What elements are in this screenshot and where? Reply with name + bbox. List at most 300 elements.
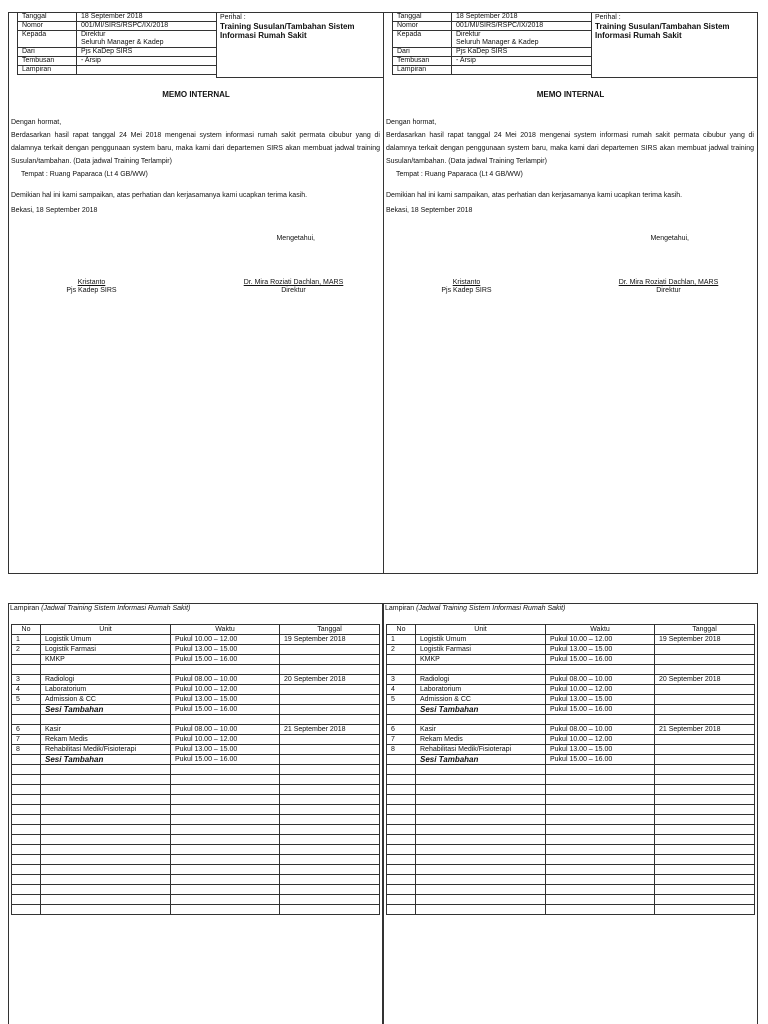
empty-row xyxy=(12,845,380,855)
empty-cell xyxy=(416,825,546,835)
closing: Demikian hal ini kami sampaikan, atas perhatian dan kerjasamanya kami ucapkan terima kasih. xyxy=(11,192,308,199)
empty-row xyxy=(12,825,380,835)
schedule-cell: 19 September 2018 xyxy=(280,635,380,645)
schedule-cell xyxy=(41,665,171,675)
schedule-cell: 3 xyxy=(387,675,416,685)
empty-cell xyxy=(387,875,416,885)
memo-body xyxy=(11,116,380,217)
main-paragraph: Berdasarkan hasil rapat tanggal 24 Mei 2018 mengenai system informasi rumah sakit permata cibubur yang di dalamnya terkait dengan penggunaan system baru, maka kami dari departemen SIRS akan membuat jadwal training Susulan/tambahan. (Data jadwal Training Terlampir) xyxy=(11,132,380,165)
sig-right-name: Dr. Mira Roziati Dachlan, MARS xyxy=(618,279,719,286)
empty-row xyxy=(387,835,755,845)
empty-cell xyxy=(41,845,171,855)
schedule-cell: Pukul 10.00 – 12.00 xyxy=(171,685,280,695)
schedule-row xyxy=(387,705,755,715)
schedule-cell: Pukul 13.00 – 15.00 xyxy=(546,745,655,755)
empty-cell xyxy=(280,775,380,785)
schedule-cell: 8 xyxy=(12,745,41,755)
schedule-cell: Admission & CC xyxy=(41,695,171,705)
empty-row xyxy=(387,855,755,865)
empty-cell xyxy=(387,905,416,915)
empty-cell xyxy=(41,775,171,785)
empty-cell xyxy=(655,875,755,885)
empty-cell xyxy=(171,805,280,815)
schedule-cell: Logistik Umum xyxy=(41,635,171,645)
schedule-row xyxy=(387,715,755,725)
empty-cell xyxy=(416,875,546,885)
empty-row xyxy=(387,815,755,825)
header-row xyxy=(393,66,592,75)
header-row xyxy=(18,22,217,31)
header-key: Tembusan xyxy=(393,57,452,66)
schedule-cell: Logistik Umum xyxy=(416,635,546,645)
sig-right-title: Direktur xyxy=(281,287,306,294)
empty-cell xyxy=(280,875,380,885)
header-row xyxy=(393,31,592,48)
schedule-cell xyxy=(416,665,546,675)
schedule-row xyxy=(387,735,755,745)
memo-page-right xyxy=(383,12,758,574)
empty-cell xyxy=(280,785,380,795)
schedule-cell xyxy=(546,715,655,725)
empty-cell xyxy=(280,885,380,895)
schedule-cell xyxy=(171,665,280,675)
lampiran-caption-italic: (Jadwal Training Sistem Informasi Rumah Sakit) xyxy=(416,605,566,612)
empty-cell xyxy=(171,875,280,885)
lampiran-caption-italic: (Jadwal Training Sistem Informasi Rumah Sakit) xyxy=(41,605,191,612)
empty-cell xyxy=(280,765,380,775)
schedule-cell: Laboratorium xyxy=(41,685,171,695)
schedule-row xyxy=(387,745,755,755)
empty-cell xyxy=(387,775,416,785)
schedule-row xyxy=(387,645,755,655)
empty-cell xyxy=(546,805,655,815)
schedule-row xyxy=(12,675,380,685)
schedule-row xyxy=(12,645,380,655)
header-value: 001/MI/SIRS/RSPC/IX/2018 xyxy=(77,22,217,31)
header-value: 18 September 2018 xyxy=(452,13,592,22)
header-key: Tembusan xyxy=(18,57,77,66)
empty-cell xyxy=(280,825,380,835)
lampiran-page-left xyxy=(8,603,383,1024)
mengetahui-label: Mengetahui, xyxy=(276,235,315,242)
empty-row xyxy=(12,765,380,775)
empty-cell xyxy=(387,865,416,875)
empty-cell xyxy=(280,835,380,845)
header-key: Kepada xyxy=(393,31,452,48)
schedule-cell: Pukul 15.00 – 16.00 xyxy=(546,705,655,715)
schedule-cell: 6 xyxy=(12,725,41,735)
empty-cell xyxy=(416,805,546,815)
schedule-cell: 8 xyxy=(387,745,416,755)
empty-row xyxy=(12,835,380,845)
empty-cell xyxy=(655,845,755,855)
empty-cell xyxy=(387,805,416,815)
empty-cell xyxy=(387,795,416,805)
empty-cell xyxy=(171,865,280,875)
schedule-row xyxy=(387,655,755,665)
schedule-cell: Kasir xyxy=(416,725,546,735)
empty-row xyxy=(387,795,755,805)
schedule-cell xyxy=(12,755,41,765)
empty-cell xyxy=(280,865,380,875)
empty-cell xyxy=(546,775,655,785)
empty-cell xyxy=(171,825,280,835)
column-header: Unit xyxy=(416,625,546,635)
schedule-cell xyxy=(387,655,416,665)
schedule-cell xyxy=(12,665,41,675)
perihal-label: Perihal : xyxy=(220,14,246,21)
schedule-cell: 5 xyxy=(387,695,416,705)
header-key: Tanggal xyxy=(393,13,452,22)
empty-cell xyxy=(546,825,655,835)
header-key: Kepada xyxy=(18,31,77,48)
empty-cell xyxy=(41,885,171,895)
empty-cell xyxy=(280,795,380,805)
empty-row xyxy=(12,805,380,815)
empty-cell xyxy=(171,895,280,905)
empty-cell xyxy=(416,775,546,785)
schedule-cell: Sesi Tambahan xyxy=(41,755,171,765)
memo-header-table xyxy=(17,12,217,75)
header-key: Lampiran xyxy=(393,66,452,75)
schedule-cell: Rekam Medis xyxy=(41,735,171,745)
header-value xyxy=(452,66,592,75)
schedule-cell: Rekam Medis xyxy=(416,735,546,745)
empty-cell xyxy=(387,885,416,895)
empty-cell xyxy=(41,785,171,795)
empty-cell xyxy=(171,785,280,795)
schedule-cell: Pukul 10.00 – 12.00 xyxy=(546,735,655,745)
schedule-cell: Pukul 08.00 – 10.00 xyxy=(546,725,655,735)
schedule-cell: Pukul 08.00 – 10.00 xyxy=(546,675,655,685)
schedule-cell xyxy=(280,755,380,765)
schedule-cell: 19 September 2018 xyxy=(655,635,755,645)
schedule-cell xyxy=(655,705,755,715)
empty-cell xyxy=(387,895,416,905)
empty-cell xyxy=(280,905,380,915)
empty-cell xyxy=(12,775,41,785)
schedule-row xyxy=(12,665,380,675)
schedule-row xyxy=(12,695,380,705)
header-key: Nomor xyxy=(18,22,77,31)
memo-header-table xyxy=(392,12,592,75)
schedule-row xyxy=(12,745,380,755)
empty-row xyxy=(387,895,755,905)
schedule-cell xyxy=(280,685,380,695)
header-row xyxy=(18,31,217,48)
column-header: Tanggal xyxy=(655,625,755,635)
column-header: No xyxy=(387,625,416,635)
header-value: - Arsip xyxy=(77,57,217,66)
header-value: 001/MI/SIRS/RSPC/IX/2018 xyxy=(452,22,592,31)
empty-cell xyxy=(655,905,755,915)
schedule-cell: Kasir xyxy=(41,725,171,735)
schedule-cell xyxy=(416,715,546,725)
empty-cell xyxy=(12,785,41,795)
schedule-cell xyxy=(655,695,755,705)
empty-cell xyxy=(546,845,655,855)
empty-cell xyxy=(41,825,171,835)
empty-cell xyxy=(546,875,655,885)
signature-left xyxy=(49,279,134,295)
lampiran-caption-prefix: Lampiran xyxy=(10,605,40,612)
empty-row xyxy=(12,895,380,905)
schedule-cell: Pukul 13.00 – 15.00 xyxy=(171,645,280,655)
schedule-cell xyxy=(12,655,41,665)
place-date: Bekasi, 18 September 2018 xyxy=(11,207,98,214)
empty-cell xyxy=(171,795,280,805)
empty-cell xyxy=(546,895,655,905)
empty-cell xyxy=(655,795,755,805)
schedule-cell: Pukul 10.00 – 12.00 xyxy=(171,635,280,645)
empty-cell xyxy=(655,775,755,785)
schedule-cell: Radiologi xyxy=(416,675,546,685)
schedule-table xyxy=(11,624,380,915)
empty-row xyxy=(12,795,380,805)
empty-cell xyxy=(12,845,41,855)
schedule-cell xyxy=(655,665,755,675)
schedule-row xyxy=(387,675,755,685)
closing: Demikian hal ini kami sampaikan, atas perhatian dan kerjasamanya kami ucapkan terima kasih. xyxy=(386,192,683,199)
empty-cell xyxy=(546,885,655,895)
header-value: Pjs KaDep SIRS xyxy=(452,48,592,57)
lampiran-caption xyxy=(10,604,190,613)
schedule-row xyxy=(12,655,380,665)
empty-cell xyxy=(41,865,171,875)
header-row xyxy=(393,48,592,57)
schedule-cell: Sesi Tambahan xyxy=(416,755,546,765)
memo-title: MEMO INTERNAL xyxy=(162,90,230,99)
empty-cell xyxy=(416,815,546,825)
schedule-cell xyxy=(41,715,171,725)
schedule-cell: Pukul 10.00 – 12.00 xyxy=(171,735,280,745)
signature-right xyxy=(231,279,356,295)
schedule-cell xyxy=(280,645,380,655)
empty-cell xyxy=(12,835,41,845)
header-row xyxy=(18,57,217,66)
schedule-cell: Sesi Tambahan xyxy=(416,705,546,715)
schedule-cell xyxy=(655,655,755,665)
empty-cell xyxy=(12,905,41,915)
schedule-row xyxy=(12,715,380,725)
empty-cell xyxy=(655,805,755,815)
schedule-cell: 4 xyxy=(387,685,416,695)
schedule-cell: Pukul 08.00 – 10.00 xyxy=(171,675,280,685)
header-key: Dari xyxy=(393,48,452,57)
empty-cell xyxy=(655,825,755,835)
header-key: Nomor xyxy=(393,22,452,31)
empty-cell xyxy=(387,815,416,825)
memo-header xyxy=(9,13,383,78)
tempat: Tempat : Ruang Paparaca (Lt 4 GB/WW) xyxy=(21,171,148,178)
schedule-cell: 21 September 2018 xyxy=(280,725,380,735)
empty-cell xyxy=(12,895,41,905)
schedule-header-row xyxy=(387,625,755,635)
empty-cell xyxy=(41,855,171,865)
header-key: Dari xyxy=(18,48,77,57)
empty-cell xyxy=(12,765,41,775)
schedule-cell: Pukul 13.00 – 15.00 xyxy=(171,695,280,705)
empty-row xyxy=(387,785,755,795)
schedule-cell: Laboratorium xyxy=(416,685,546,695)
schedule-row xyxy=(12,635,380,645)
column-header: Waktu xyxy=(171,625,280,635)
schedule-cell: Pukul 15.00 – 16.00 xyxy=(546,755,655,765)
empty-row xyxy=(12,785,380,795)
empty-cell xyxy=(12,855,41,865)
empty-cell xyxy=(387,855,416,865)
empty-cell xyxy=(171,905,280,915)
empty-row xyxy=(387,865,755,875)
schedule-row xyxy=(12,685,380,695)
schedule-cell: Logistik Farmasi xyxy=(41,645,171,655)
empty-row xyxy=(387,825,755,835)
sig-left-title: Pjs Kadep SIRS xyxy=(441,287,492,294)
schedule-row xyxy=(387,635,755,645)
perihal-box xyxy=(216,12,384,78)
empty-cell xyxy=(416,765,546,775)
schedule-cell: 4 xyxy=(12,685,41,695)
schedule-cell: Sesi Tambahan xyxy=(41,705,171,715)
header-value: Direktur Seluruh Manager & Kadep xyxy=(77,31,217,48)
lampiran-caption xyxy=(385,604,565,613)
header-row xyxy=(393,22,592,31)
schedule-row xyxy=(387,665,755,675)
empty-cell xyxy=(546,785,655,795)
mengetahui-label: Mengetahui, xyxy=(650,235,689,242)
schedule-cell xyxy=(280,695,380,705)
signature-right xyxy=(606,279,731,295)
schedule-cell: Logistik Farmasi xyxy=(416,645,546,655)
perihal-title: Training Susulan/Tambahan Sistem Informasi Rumah Sakit xyxy=(595,22,730,40)
header-row xyxy=(393,57,592,66)
empty-cell xyxy=(416,865,546,875)
column-header: Unit xyxy=(41,625,171,635)
empty-cell xyxy=(655,785,755,795)
empty-cell xyxy=(41,815,171,825)
sig-right-name: Dr. Mira Roziati Dachlan, MARS xyxy=(243,279,344,286)
schedule-cell xyxy=(280,735,380,745)
header-row xyxy=(18,48,217,57)
schedule-row xyxy=(12,735,380,745)
empty-cell xyxy=(280,845,380,855)
empty-cell xyxy=(171,845,280,855)
schedule-cell xyxy=(387,665,416,675)
schedule-row xyxy=(387,755,755,765)
empty-cell xyxy=(546,865,655,875)
schedule-cell: Pukul 15.00 – 16.00 xyxy=(171,655,280,665)
empty-row xyxy=(387,905,755,915)
schedule-cell: Rehabilitasi Medik/Fisioterapi xyxy=(41,745,171,755)
empty-cell xyxy=(655,765,755,775)
empty-row xyxy=(12,865,380,875)
empty-cell xyxy=(171,765,280,775)
schedule-cell: Pukul 08.00 – 10.00 xyxy=(171,725,280,735)
sig-right-title: Direktur xyxy=(656,287,681,294)
empty-cell xyxy=(416,895,546,905)
empty-cell xyxy=(416,795,546,805)
schedule-cell: 1 xyxy=(12,635,41,645)
empty-cell xyxy=(12,875,41,885)
schedule-row xyxy=(12,755,380,765)
header-key: Lampiran xyxy=(18,66,77,75)
empty-row xyxy=(12,815,380,825)
signature-left xyxy=(424,279,509,295)
empty-cell xyxy=(280,895,380,905)
empty-cell xyxy=(546,795,655,805)
schedule-cell: 21 September 2018 xyxy=(655,725,755,735)
empty-row xyxy=(387,805,755,815)
empty-cell xyxy=(12,795,41,805)
perihal-title: Training Susulan/Tambahan Sistem Informasi Rumah Sakit xyxy=(220,22,355,40)
empty-cell xyxy=(387,765,416,775)
empty-row xyxy=(387,775,755,785)
header-row xyxy=(393,13,592,22)
schedule-cell xyxy=(655,755,755,765)
empty-row xyxy=(387,765,755,775)
empty-cell xyxy=(41,765,171,775)
schedule-cell xyxy=(280,655,380,665)
schedule-cell xyxy=(280,705,380,715)
column-header: No xyxy=(12,625,41,635)
schedule-cell xyxy=(387,705,416,715)
schedule-cell: Rehabilitasi Medik/Fisioterapi xyxy=(416,745,546,755)
empty-cell xyxy=(655,835,755,845)
empty-cell xyxy=(387,835,416,845)
schedule-cell: 7 xyxy=(12,735,41,745)
schedule-cell xyxy=(655,715,755,725)
empty-cell xyxy=(655,895,755,905)
schedule-cell: 1 xyxy=(387,635,416,645)
empty-cell xyxy=(387,845,416,855)
schedule-cell xyxy=(280,665,380,675)
lampiran-caption-prefix: Lampiran xyxy=(385,605,415,612)
schedule-cell: Pukul 13.00 – 15.00 xyxy=(546,695,655,705)
header-key: Tanggal xyxy=(18,13,77,22)
schedule-cell: 6 xyxy=(387,725,416,735)
schedule-cell: Pukul 10.00 – 12.00 xyxy=(546,685,655,695)
schedule-header-row xyxy=(12,625,380,635)
empty-cell xyxy=(655,865,755,875)
greeting: Dengan hormat, xyxy=(386,119,437,126)
schedule-cell: 7 xyxy=(387,735,416,745)
empty-row xyxy=(12,875,380,885)
empty-cell xyxy=(280,855,380,865)
header-row xyxy=(18,66,217,75)
schedule-cell xyxy=(655,645,755,655)
empty-cell xyxy=(546,855,655,865)
memo-body xyxy=(386,116,754,217)
schedule-cell xyxy=(387,715,416,725)
empty-cell xyxy=(41,905,171,915)
empty-cell xyxy=(41,835,171,845)
schedule-row xyxy=(387,725,755,735)
empty-cell xyxy=(416,845,546,855)
schedule-cell xyxy=(171,715,280,725)
empty-cell xyxy=(655,885,755,895)
header-value: 18 September 2018 xyxy=(77,13,217,22)
schedule-cell: 20 September 2018 xyxy=(655,675,755,685)
schedule-cell: Radiologi xyxy=(41,675,171,685)
empty-cell xyxy=(12,815,41,825)
empty-cell xyxy=(12,885,41,895)
schedule-cell xyxy=(655,685,755,695)
greeting: Dengan hormat, xyxy=(11,119,62,126)
schedule-row xyxy=(387,685,755,695)
schedule-cell xyxy=(387,755,416,765)
empty-cell xyxy=(171,885,280,895)
empty-cell xyxy=(171,815,280,825)
